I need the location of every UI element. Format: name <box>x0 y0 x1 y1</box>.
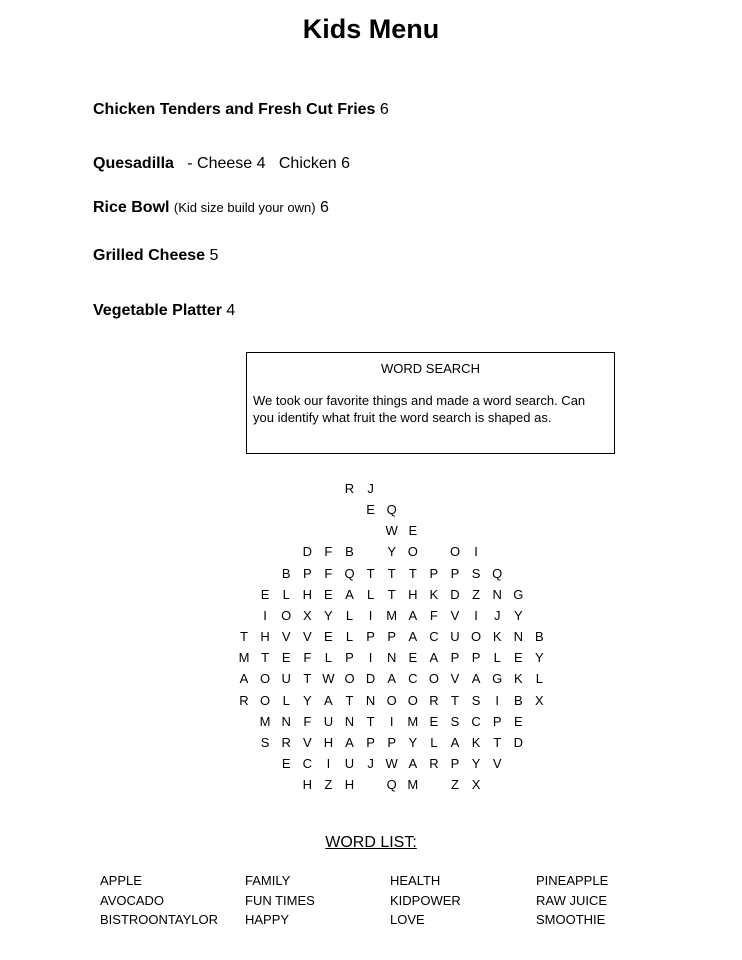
grid-letter: G <box>513 586 524 602</box>
grid-letter: I <box>368 607 373 623</box>
grid-letter: I <box>495 692 499 708</box>
grid-row <box>0 481 742 501</box>
grid-letter: V <box>281 629 291 645</box>
menu-item-note: (Kid size build your own) <box>173 200 316 215</box>
grid-letter: L <box>282 692 290 708</box>
grid-letter: A <box>239 671 249 687</box>
word-list-heading <box>0 834 742 852</box>
grid-letter: Q <box>386 502 397 518</box>
grid-letter: O <box>471 629 482 645</box>
grid-letter: X <box>535 692 544 708</box>
word-search-heading: WORD SEARCH <box>381 361 480 376</box>
word-list-column-4 <box>536 871 608 930</box>
grid-letter: U <box>323 713 334 729</box>
grid-letter: A <box>429 650 439 666</box>
grid-letter: A <box>324 692 333 708</box>
grid-row <box>0 523 742 543</box>
grid-letter: T <box>387 586 396 602</box>
grid-letter: C <box>302 755 312 771</box>
grid-letter: W <box>322 671 335 687</box>
grid-letter: N <box>281 713 291 729</box>
grid-letter: L <box>345 607 354 623</box>
grid-letter: P <box>429 565 439 581</box>
grid-letter: C <box>429 629 439 645</box>
grid-letter: L <box>366 586 375 602</box>
grid-letter: W <box>385 523 398 539</box>
grid-letter: H <box>323 734 334 750</box>
grid-letter: E <box>366 502 375 518</box>
grid-letter: P <box>450 650 460 666</box>
grid-letter: L <box>345 629 354 645</box>
grid-letter: R <box>344 481 355 496</box>
grid-row <box>0 671 742 691</box>
grid-row <box>0 608 742 628</box>
grid-letter: P <box>387 734 397 750</box>
grid-letter: M <box>259 713 271 729</box>
grid-letter: A <box>408 629 418 645</box>
menu-item-detail: - Cheese 4 Chicken 6 <box>187 155 351 172</box>
grid-letter: H <box>260 629 270 645</box>
grid-letter: L <box>282 586 290 602</box>
grid-letter: D <box>302 544 312 560</box>
word-list-item: FUN TIMES <box>245 892 315 908</box>
menu-item-price: 4 <box>226 302 236 319</box>
grid-letter: X <box>302 607 312 623</box>
word-list-item: KIDPOWER <box>390 892 461 908</box>
grid-letter: A <box>471 671 481 687</box>
grid-letter: I <box>326 755 331 771</box>
word-list-item: BISTROONTAYLOR <box>100 912 218 927</box>
grid-letter: N <box>344 713 355 729</box>
grid-letter: L <box>493 650 501 666</box>
word-list-item: PINEAPPLE <box>536 873 609 888</box>
grid-letter: P <box>345 650 354 666</box>
grid-row <box>0 735 742 755</box>
grid-letter: V <box>492 755 502 771</box>
grid-letter: M <box>407 777 419 793</box>
grid-letter: B <box>281 565 291 581</box>
grid-letter: P <box>302 565 312 581</box>
grid-letter: R <box>429 755 439 771</box>
grid-row <box>0 587 742 607</box>
grid-letter: T <box>451 692 459 708</box>
menu-item-name: Chicken Tenders and Fresh Cut Fries <box>93 101 376 118</box>
grid-row <box>0 714 742 734</box>
grid-letter: H <box>344 777 355 793</box>
grid-letter: V <box>450 671 460 687</box>
grid-row <box>0 777 742 797</box>
grid-letter: F <box>429 607 438 623</box>
grid-row <box>0 544 742 564</box>
grid-letter: B <box>345 544 354 560</box>
menu-item-name: Rice Bowl <box>93 199 170 216</box>
grid-row <box>0 566 742 586</box>
grid-letter: T <box>387 565 396 581</box>
grid-letter: P <box>492 713 502 729</box>
grid-letter: I <box>474 607 478 623</box>
grid-letter: E <box>408 650 418 666</box>
grid-letter: O <box>260 671 271 687</box>
grid-letter: U <box>344 755 355 771</box>
menu-item-price: 6 <box>320 199 329 216</box>
grid-letter: V <box>302 734 312 750</box>
grid-letter: O <box>260 692 271 708</box>
grid-letter: H <box>302 777 312 793</box>
grid-letter: P <box>387 629 397 645</box>
grid-letter: T <box>261 650 270 666</box>
menu-item-rice-bowl <box>93 199 329 217</box>
grid-letter: T <box>366 713 375 729</box>
grid-letter: E <box>281 650 291 666</box>
grid-letter: Z <box>324 777 333 793</box>
grid-letter: P <box>450 565 460 581</box>
grid-letter: E <box>513 650 523 666</box>
grid-letter: X <box>471 777 481 793</box>
menu-item-chicken-tenders <box>93 101 389 119</box>
grid-letter: A <box>345 586 354 602</box>
grid-row <box>0 629 742 649</box>
grid-letter: W <box>385 755 398 771</box>
menu-item-name: Quesadilla <box>93 155 174 172</box>
grid-letter: D <box>450 586 460 602</box>
grid-letter: K <box>513 671 523 687</box>
word-list-column-2 <box>245 871 315 930</box>
grid-letter: Y <box>471 755 481 771</box>
grid-letter: O <box>449 544 461 560</box>
grid-letter: H <box>302 586 312 602</box>
grid-letter: Y <box>324 607 333 623</box>
grid-letter: Y <box>513 607 523 623</box>
grid-letter: L <box>535 671 543 687</box>
grid-letter: I <box>389 713 394 729</box>
menu-item-name: Grilled Cheese <box>93 247 206 264</box>
grid-letter: T <box>493 734 502 750</box>
grid-letter: C <box>471 713 481 729</box>
grid-letter: S <box>471 565 481 581</box>
grid-letter: T <box>303 671 312 687</box>
word-search-description: We took our favorite things and made a word search. Can you identify what fruit the word search is shaped as. <box>253 393 586 425</box>
grid-letter: U <box>281 671 291 687</box>
grid-letter: P <box>366 734 375 750</box>
grid-row <box>0 693 742 713</box>
grid-letter: Z <box>472 586 481 602</box>
menu-item-vegetable-platter <box>93 302 235 320</box>
grid-letter: M <box>386 607 398 623</box>
grid-letter: I <box>368 650 373 666</box>
grid-letter: R <box>429 692 439 708</box>
grid-letter: T <box>366 565 375 581</box>
grid-letter: F <box>303 713 312 729</box>
word-list-item: FAMILY <box>245 873 291 888</box>
grid-letter: P <box>471 650 481 666</box>
grid-letter: F <box>324 544 333 560</box>
grid-letter: K <box>471 734 481 750</box>
grid-letter: N <box>365 692 376 708</box>
word-list-item: HAPPY <box>245 912 290 927</box>
grid-letter: Q <box>492 565 503 581</box>
grid-letter: O <box>407 692 418 708</box>
grid-letter: F <box>303 650 312 666</box>
grid-letter: Z <box>451 777 459 793</box>
grid-letter: N <box>492 586 502 602</box>
grid-letter: P <box>366 629 375 645</box>
grid-row <box>0 650 742 670</box>
word-list-heading-text: WORD LIST: <box>325 834 417 851</box>
grid-letter: J <box>367 755 374 771</box>
grid-letter: O <box>344 671 355 687</box>
grid-letter: E <box>281 755 291 771</box>
menu-item-name: Vegetable Platter <box>93 302 222 319</box>
grid-letter: Y <box>302 692 312 708</box>
grid-letter: K <box>492 629 502 645</box>
word-list-column-1 <box>100 871 218 930</box>
grid-letter: R <box>239 692 249 708</box>
grid-row <box>0 756 742 776</box>
grid-letter: S <box>450 713 460 729</box>
grid-letter: O <box>428 671 439 687</box>
page-title: Kids Menu <box>302 14 440 44</box>
grid-letter: E <box>408 523 418 539</box>
grid-letter: Y <box>408 734 418 750</box>
grid-letter: M <box>238 650 250 666</box>
grid-letter: A <box>450 734 460 750</box>
word-list-item: SMOOTHIE <box>536 912 606 927</box>
menu-item-price: 6 <box>379 101 389 118</box>
grid-letter: A <box>387 671 397 687</box>
grid-letter: Q <box>344 565 355 581</box>
grid-letter: T <box>240 629 248 645</box>
grid-letter: A <box>408 607 418 623</box>
grid-letter: A <box>345 734 354 750</box>
grid-letter: O <box>281 607 292 623</box>
grid-letter: Q <box>386 777 397 793</box>
grid-letter: L <box>430 734 438 750</box>
menu-item-price: 5 <box>209 247 219 264</box>
grid-letter: P <box>450 755 460 771</box>
grid-letter: D <box>365 671 376 687</box>
menu-item-grilled-cheese <box>93 247 218 265</box>
word-search-info-box <box>246 352 615 454</box>
word-list-item: HEALTH <box>390 873 441 888</box>
grid-letter: K <box>429 586 439 602</box>
grid-letter: V <box>450 607 460 623</box>
grid-letter: B <box>535 629 544 645</box>
grid-letter: S <box>471 692 481 708</box>
grid-letter: N <box>513 629 523 645</box>
grid-letter: O <box>407 544 418 560</box>
grid-letter: E <box>324 629 333 645</box>
grid-letter: D <box>513 734 523 750</box>
grid-letter: H <box>408 586 418 602</box>
grid-letter: E <box>429 713 439 729</box>
grid-letter: T <box>345 692 354 708</box>
grid-letter: R <box>281 734 291 750</box>
grid-letter: T <box>408 565 417 581</box>
grid-letter: G <box>492 671 503 687</box>
grid-letter: V <box>302 629 312 645</box>
word-list-item: APPLE <box>100 873 142 888</box>
grid-letter: O <box>386 692 397 708</box>
grid-letter: M <box>407 713 419 729</box>
grid-letter: C <box>408 671 418 687</box>
grid-letter: S <box>260 734 270 750</box>
word-list-item: AVOCADO <box>100 892 165 908</box>
grid-letter: E <box>260 586 270 602</box>
grid-letter: Y <box>535 650 544 666</box>
word-list-item: RAW JUICE <box>536 892 608 908</box>
grid-letter: B <box>513 692 523 708</box>
grid-letter: E <box>513 713 523 729</box>
grid-letter: Y <box>387 544 397 560</box>
grid-letter: I <box>474 544 478 560</box>
word-list-column-3 <box>390 871 461 930</box>
grid-row <box>0 502 742 522</box>
grid-letter: N <box>386 650 397 666</box>
grid-letter: I <box>263 607 267 623</box>
menu-item-quesadilla <box>93 155 350 173</box>
grid-letter: A <box>408 755 418 771</box>
grid-letter: J <box>493 607 501 623</box>
grid-letter: E <box>324 586 333 602</box>
grid-letter: F <box>324 565 333 581</box>
grid-letter: J <box>367 481 374 496</box>
grid-letter: U <box>450 629 460 645</box>
grid-letter: L <box>324 650 332 666</box>
word-list-item: LOVE <box>390 912 425 927</box>
